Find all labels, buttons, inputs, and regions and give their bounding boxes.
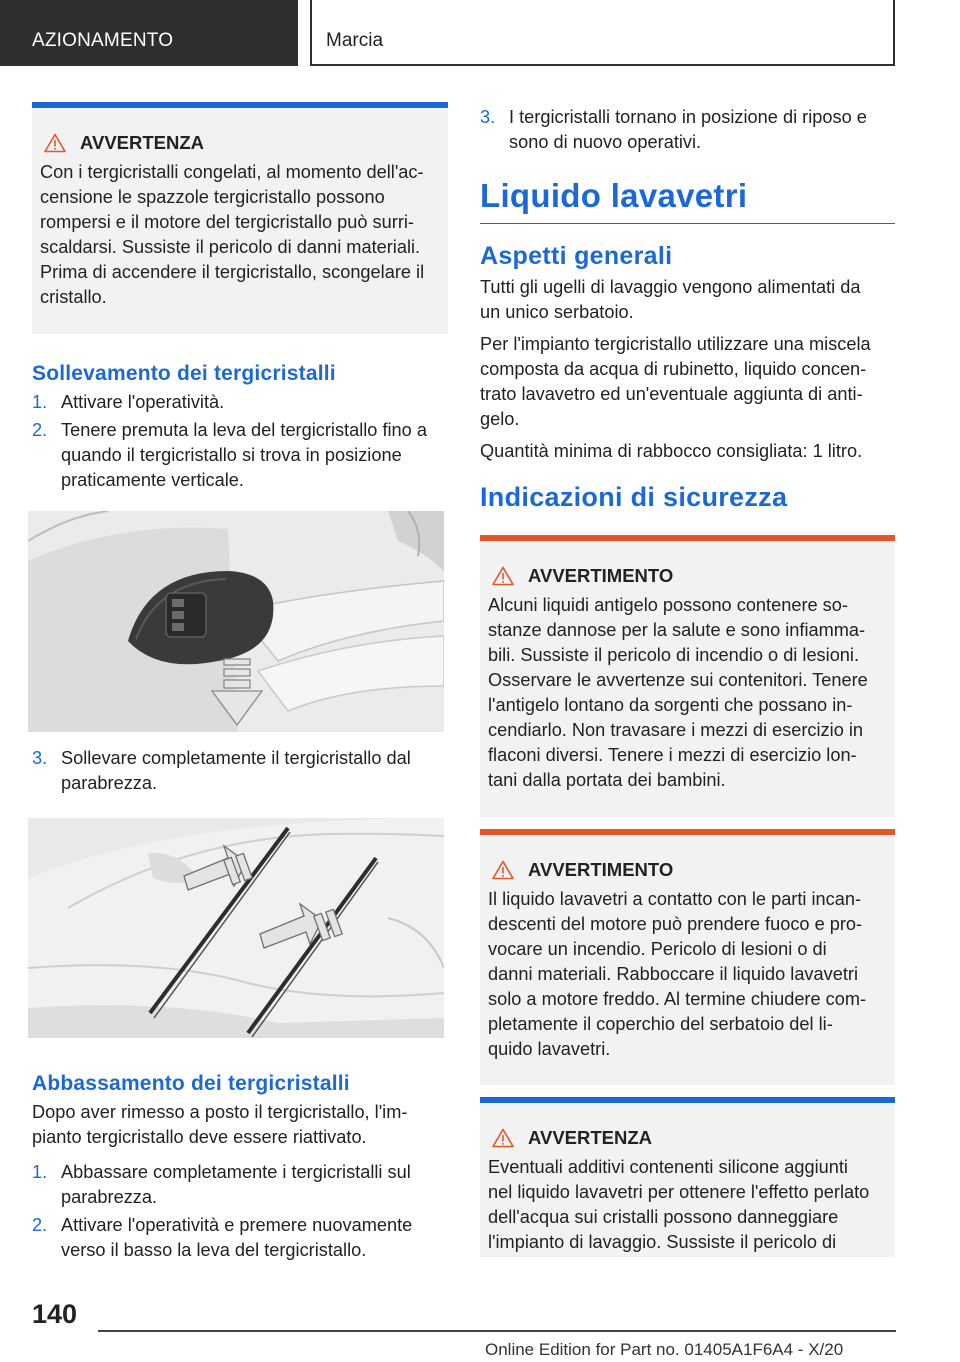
step-text: Sollevare completamente il tergicristallo dal parabrezza. bbox=[61, 748, 411, 793]
step-number: 1. bbox=[32, 1162, 48, 1182]
step-number: 3. bbox=[32, 748, 48, 768]
windshield-wipers-drawing bbox=[28, 818, 444, 1038]
warning-text: Alcuni liquidi antigelo possono contenere so- stanze dannose per la salute e sono infiamma- bili. Sussiste il pericolo di incendio o di lesioni. Osservare le avvertenze sui contenitori. Tenere l'antigelo lontano da sorgenti che possano in- cendiarlo. Non travasare i mezzi di esercizio in flaconi diversi. Tenere i mezzi di esercizio lon- tani dalla portata dei bambini. bbox=[488, 595, 868, 790]
step-text: Attivare l'operatività. bbox=[61, 392, 225, 412]
warning-triangle-icon bbox=[492, 1128, 514, 1148]
warning-triangle-icon bbox=[492, 860, 514, 880]
step-number: 1. bbox=[32, 392, 48, 412]
list-item bbox=[480, 105, 895, 155]
warning-box-silicone-additives bbox=[480, 1097, 895, 1257]
step-text: Abbassare completamente i tergicristalli sul parabrezza. bbox=[61, 1162, 411, 1207]
warning-title: AVVERTENZA bbox=[80, 132, 205, 153]
warning-box-frozen-wipers bbox=[32, 102, 448, 334]
section-title: Marcia bbox=[326, 30, 384, 51]
list-item bbox=[32, 1213, 448, 1263]
windshield-wipers-illustration bbox=[28, 818, 444, 1038]
wiper-lever-illustration bbox=[28, 511, 444, 732]
raise-steps-continued bbox=[32, 746, 448, 796]
list-item bbox=[32, 746, 448, 796]
step-text: Tenere premuta la leva del tergicristallo fino a quando il tergicristallo si trova in posizione praticamente verticale. bbox=[61, 420, 427, 490]
warning-text: Eventuali additivi contenenti silicone aggiunti nel liquido lavavetri per ottenere l'effetto perlato dell'acqua sui cristalli possono danneggiare l'impianto di lavaggio. Sussiste il pericolo di bbox=[488, 1157, 870, 1252]
heading-safety: Indicazioni di sicurezza bbox=[480, 482, 788, 512]
raise-steps bbox=[32, 390, 448, 493]
chapter-tab bbox=[0, 0, 298, 66]
warning-title: AVVERTIMENTO bbox=[528, 859, 674, 880]
heading-raise-wipers: Sollevamento dei tergicristalli bbox=[32, 362, 336, 385]
list-item bbox=[32, 1160, 448, 1210]
footer-divider bbox=[98, 1330, 896, 1332]
general-paragraph-2: Per l'impianto tergicristallo utilizzare una miscela composta da acqua di rubinetto, liquido concen- trato lavavetro ed un'eventuale aggiunta di anti- gelo. bbox=[480, 334, 871, 429]
warning-triangle-icon bbox=[44, 133, 66, 153]
step-text: I tergicristalli tornano in posizione di riposo e sono di nuovo operativi. bbox=[509, 107, 867, 152]
step-number: 2. bbox=[32, 1215, 48, 1235]
warning-title: AVVERTENZA bbox=[528, 1127, 653, 1148]
warning-text: Con i tergicristalli congelati, al momento dell'ac- censione le spazzole tergicristallo possono rompersi e il motore del tergicristallo può surri- scaldarsi. Sussiste il pericolo di danni materiali. Prima di accendere il tergicristallo, scongelare il cristallo. bbox=[40, 162, 425, 307]
warning-triangle-icon bbox=[492, 566, 514, 586]
page-header bbox=[0, 0, 960, 66]
lower-steps bbox=[32, 1160, 448, 1263]
step-number: 3. bbox=[480, 107, 496, 127]
left-column bbox=[32, 102, 448, 1266]
lower-intro: Dopo aver rimesso a posto il tergicristallo, l'im- pianto tergicristallo deve essere riattivato. bbox=[32, 1102, 408, 1147]
section-box bbox=[310, 0, 895, 66]
warning-box-fire-hazard bbox=[480, 829, 895, 1085]
step-number: 2. bbox=[32, 420, 48, 440]
general-paragraph-3: Quantità minima di rabbocco consigliata: 1 litro. bbox=[480, 441, 863, 461]
warning-title: AVVERTIMENTO bbox=[528, 565, 674, 586]
right-column bbox=[480, 102, 895, 1257]
list-item bbox=[32, 418, 448, 493]
list-item bbox=[32, 390, 448, 415]
step-text: Attivare l'operatività e premere nuovamente verso il basso la leva del tergicristallo. bbox=[61, 1215, 413, 1260]
general-paragraph-1: Tutti gli ugelli di lavaggio vengono alimentati da un unico serbatoio. bbox=[480, 277, 861, 322]
wiper-lever-drawing bbox=[28, 511, 444, 732]
footer-edition-text: Online Edition for Part no. 01405A1F6A4 - X/20 bbox=[485, 1340, 844, 1359]
section-title-washer-fluid: Liquido lavavetri bbox=[480, 177, 895, 224]
warning-box-antifreeze bbox=[480, 535, 895, 817]
page-number: 140 bbox=[32, 1299, 78, 1329]
chapter-title: AZIONAMENTO bbox=[32, 30, 174, 51]
warning-text: Il liquido lavavetri a contatto con le parti incan- descenti del motore può prendere fuoco e pro- vocare un incendio. Pericolo di lesioni o di danni materiali. Rabboccare il liquido lavavetri solo a motore freddo. Al termine chiudere com- pletamente il coperchio del serbatoio del li- quido lavavetri. bbox=[488, 889, 867, 1059]
heading-lower-wipers: Abbassamento dei tergicristalli bbox=[32, 1072, 350, 1095]
heading-general: Aspetti generali bbox=[480, 242, 673, 270]
lower-steps-continued bbox=[480, 105, 895, 155]
